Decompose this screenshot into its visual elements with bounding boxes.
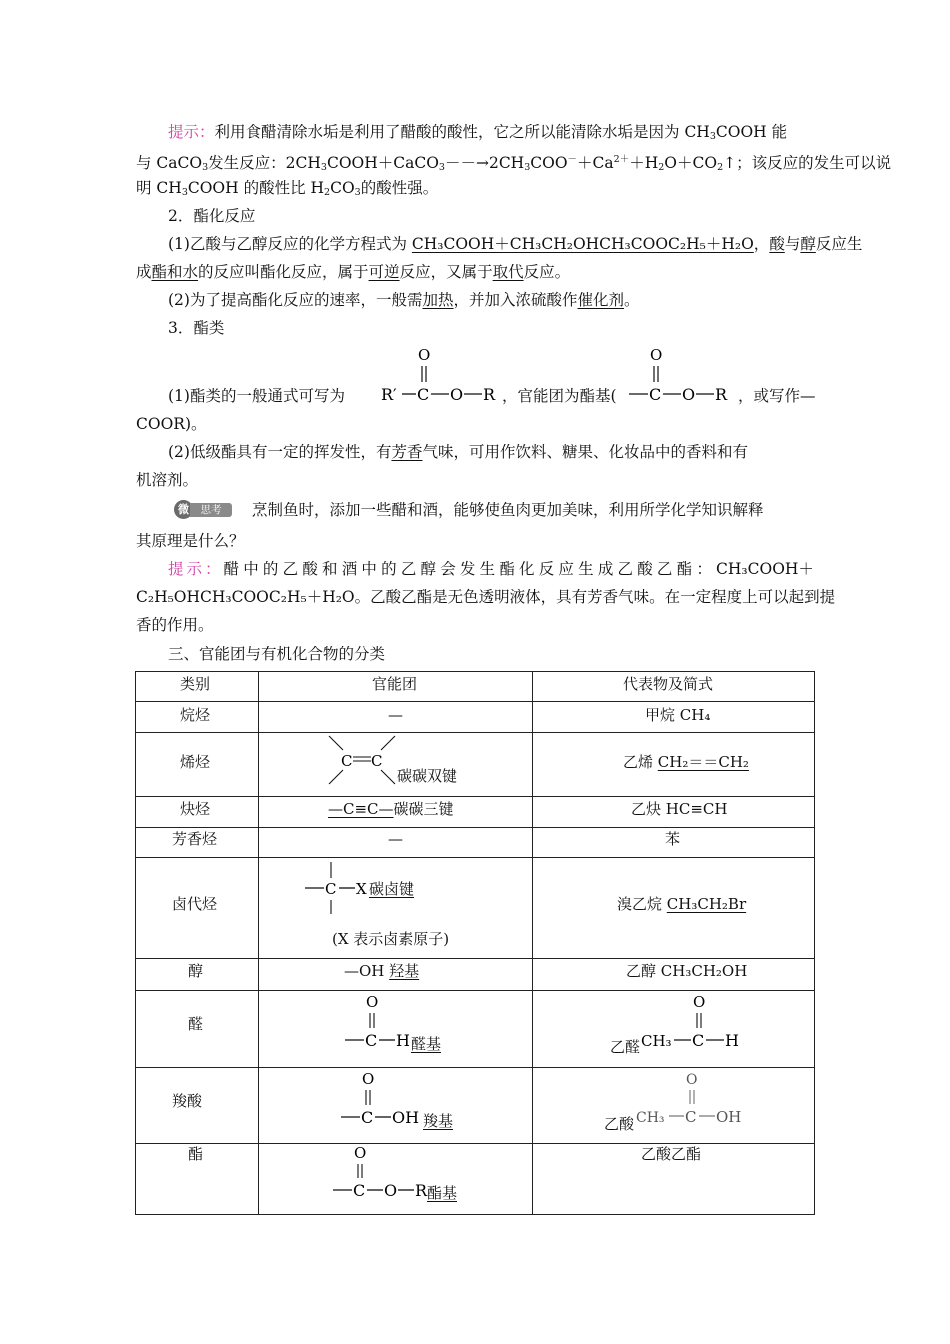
row-alkyne-rep: 乙炔 HC≡CH: [631, 800, 728, 818]
sec2-p2: (2)为了提高酯化反应的速率，一般需加热，并加入浓硫酸作催化剂。: [168, 291, 640, 309]
svg-text:O: O: [366, 993, 379, 1011]
svg-text:R: R: [415, 1181, 428, 1200]
row-alkyne-category: 炔烃: [180, 800, 211, 818]
svg-text:C: C: [325, 880, 337, 898]
svg-text:H: H: [725, 1031, 739, 1050]
hint-label: 提示：: [168, 123, 215, 141]
hint2-line2: C₂H₅OHCH₃COOC₂H₅＋H₂O。乙酸乙酯是无色透明液体，具有芳香气味。在一定程度上可以起到提: [136, 588, 836, 606]
row-alkane-rep: 甲烷 CH₄: [645, 706, 711, 724]
svg-text:O: O: [418, 346, 431, 364]
hint1-line1: 提示：利用食醋清除水垢是利用了醋酸的酸性，它之所以能清除水垢是因为 $CH_3COOH$ 能: [168, 123, 788, 142]
svg-text:C: C: [692, 1031, 705, 1050]
svg-text:C: C: [365, 1031, 378, 1050]
svg-text:O: O: [686, 1072, 698, 1088]
header-category: 类别: [180, 675, 211, 693]
row-alcohol-fg: —OH 羟基: [344, 962, 420, 980]
svg-text:O: O: [384, 1181, 398, 1200]
svg-text:C: C: [361, 1108, 374, 1127]
badge-label: 思考: [190, 503, 232, 517]
row-alkane-fg: —: [388, 706, 403, 724]
row-alkene-rep: 乙烯 CH₂＝＝CH₂: [623, 753, 749, 771]
svg-text:O: O: [650, 346, 663, 364]
sec2-title: 2．酯化反应: [168, 207, 256, 225]
svg-text:C: C: [353, 1181, 366, 1200]
row-aldehyde-rep: 乙醛: [610, 1038, 641, 1056]
header-representative: 代表物及简式: [623, 675, 714, 693]
svg-text:C: C: [685, 1108, 697, 1126]
svg-text:O: O: [450, 385, 464, 404]
svg-text:O: O: [362, 1070, 375, 1088]
esterification-equation: CH₃COOH＋CH₃CH₂OHCH₃COOC₂H₅＋H₂O: [411, 235, 754, 253]
hint2-line1: 提示：醋中的乙酸和酒中的乙醇会发生酯化反应生成乙酸乙酯：CH₃COOH＋: [168, 560, 814, 578]
svg-text:CH₃: CH₃: [636, 1110, 665, 1126]
svg-text:R′: R′: [381, 385, 397, 404]
sec2-p1-cont: 成酯和水的反应叫酯化反应，属于可逆反应，又属于取代反应。: [136, 263, 571, 281]
hint1-line2: 与 CaCO$_3$发生反应：$2CH_3COOH+CaCO_3--\to 2CH_3COO^-+Ca^{2+}+H_2O+CO_2↑$；该反应的发生可以说: [136, 154, 892, 173]
row-aromatic-rep: 苯: [665, 830, 681, 848]
row-alcohol-rep: 乙醇 CH₃CH₂OH: [626, 962, 748, 980]
think-q2: 其原理是什么？: [136, 532, 245, 550]
svg-text:R: R: [715, 385, 728, 404]
hint2-line3: 香的作用。: [136, 616, 214, 634]
svg-text:C: C: [417, 385, 430, 404]
svg-text:C: C: [341, 752, 353, 770]
think-q1: 烹制鱼时，添加一些醋和酒，能够使鱼肉更加美味，利用所学化学知识解释: [252, 501, 764, 519]
row-acid-fg: 羧基: [423, 1112, 454, 1130]
sec3-title: 3．酯类: [168, 319, 225, 337]
sec2-p1: (1)乙酸与乙醇反应的化学方程式为 CH₃COOH＋CH₃CH₂OHCH₃COOC₂H₅＋H₂O，酸与醇反应生: [168, 235, 863, 253]
sec3-p1-cont: COOR)。: [136, 415, 207, 433]
row-aromatic-fg: —: [388, 830, 403, 848]
acetaldehyde-structure: [641, 990, 751, 1054]
badge-char: 微: [174, 500, 193, 519]
sec3-p1: (1)酯类的一般通式可写为: [168, 387, 345, 405]
row-alkyne-fg: —C≡C—碳碳三键: [328, 800, 454, 818]
hint1-line3: 明 $CH_3COOH$ 的酸性比 $H_2CO_3$的酸性强。: [136, 179, 439, 198]
svg-text:OH: OH: [716, 1108, 742, 1126]
row-aromatic-category: 芳香烃: [172, 830, 218, 848]
row-halide-fg: 碳卤键: [369, 880, 415, 898]
svg-text:C: C: [649, 385, 662, 404]
svg-text:H: H: [396, 1031, 410, 1050]
row-acid-category: 羧酸: [172, 1092, 203, 1110]
acetic-acid-structure: [636, 1068, 756, 1130]
row-ester-category: 酯: [188, 1145, 204, 1163]
row-halide-note: (X 表示卤素原子): [332, 930, 450, 948]
row-ester-rep: 乙酸乙酯: [641, 1145, 702, 1163]
header-functional-group: 官能团: [372, 675, 418, 693]
think-badge: [174, 501, 232, 518]
row-acid-rep: 乙酸: [604, 1115, 635, 1133]
cc-double-bond-structure: [326, 734, 406, 794]
ester-group-formula: [628, 342, 740, 408]
sec3-p2-cont: 机溶剂。: [136, 471, 199, 489]
row-alkene-category: 烯烃: [180, 753, 211, 771]
svg-text:O: O: [354, 1144, 367, 1162]
sec4-title: 三、官能团与有机化合物的分类: [168, 645, 386, 663]
sec3-p1-end: ，或写作—: [738, 387, 816, 405]
row-alkene-fg: 碳碳双键: [397, 767, 458, 785]
ester-group-structure: [332, 1144, 432, 1204]
row-ester-fg: 酯基: [427, 1184, 458, 1202]
row-alkane-category: 烷烃: [180, 706, 211, 724]
svg-text:CH₃: CH₃: [641, 1032, 672, 1050]
svg-text:R: R: [483, 385, 496, 404]
row-aldehyde-fg: 醛基: [411, 1035, 442, 1053]
svg-text:O: O: [682, 385, 696, 404]
functional-group-table: [135, 671, 815, 1215]
svg-text:C: C: [371, 752, 383, 770]
svg-text:OH: OH: [392, 1108, 420, 1127]
svg-text:O: O: [693, 993, 706, 1011]
sec3-p2: (2)低级酯具有一定的挥发性，有芳香气味，可用作饮料、糖果、化妆品中的香料和有: [168, 443, 748, 461]
ester-general-formula: [378, 342, 502, 408]
svg-text:X: X: [356, 880, 367, 898]
row-halide-rep: 溴乙烷 CH₃CH₂Br: [617, 895, 747, 913]
row-alcohol-category: 醇: [188, 962, 204, 980]
row-aldehyde-category: 醛: [188, 1015, 204, 1033]
row-halide-category: 卤代烃: [172, 895, 218, 913]
hint-label: 提示：: [168, 560, 224, 578]
sec3-p1-mid: ，官能团为酯基(: [502, 387, 617, 405]
